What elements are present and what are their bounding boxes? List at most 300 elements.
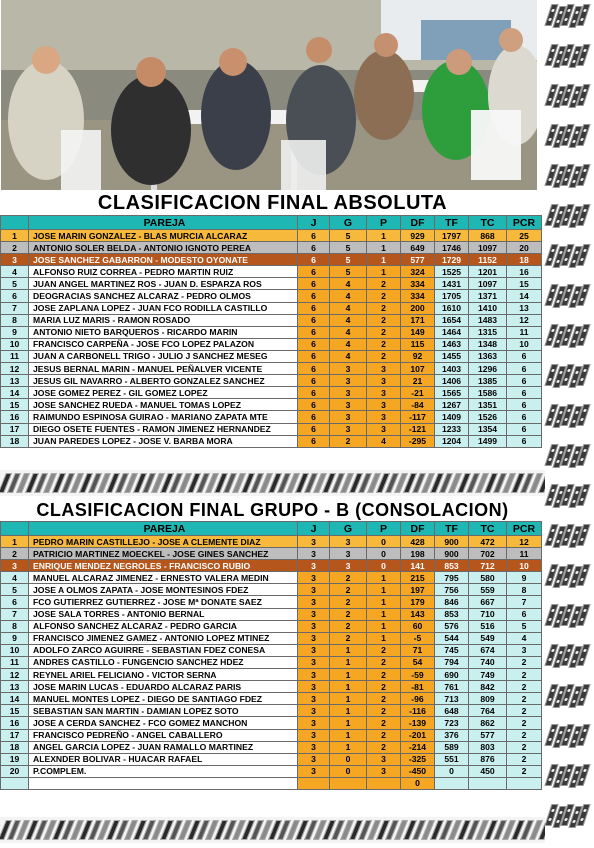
cell-p: 2 (367, 302, 401, 314)
cell-df: 115 (401, 338, 435, 350)
cell-tc: 1201 (469, 266, 507, 278)
domino-side-decoration (545, 0, 594, 848)
table-row (1, 620, 542, 632)
table-header-row (1, 216, 542, 230)
cell-tc: 1363 (469, 350, 507, 362)
cell-df: 143 (401, 608, 435, 620)
cell-pos: 6 (1, 596, 29, 608)
section2-title: CLASIFICACION FINAL GRUPO - B (CONSOLACION) (36, 500, 509, 520)
cell-tf: 1403 (435, 363, 469, 375)
cell-p: 2 (367, 644, 401, 656)
cell-df: 92 (401, 350, 435, 362)
cell-pos: 12 (1, 363, 29, 375)
cell-tc: 1097 (469, 278, 507, 290)
cell-g: 4 (330, 326, 367, 338)
cell-tc: 450 (469, 765, 507, 777)
cell-pos: 2 (1, 242, 29, 254)
cell-j: 6 (298, 375, 330, 387)
cell-tf: 1233 (435, 423, 469, 435)
cell-name: SEBASTIAN SAN MARTIN - DAMIAN LOPEZ SOTO (29, 705, 298, 717)
col-header-pos (1, 216, 29, 230)
cell-df: 215 (401, 572, 435, 584)
table-row (1, 266, 542, 278)
cell-df: 149 (401, 326, 435, 338)
table-row (1, 230, 542, 242)
cell-g: 4 (330, 302, 367, 314)
domino-cluster-icon (548, 684, 590, 710)
cell-pcr: 7 (507, 596, 542, 608)
domino-cluster-icon (548, 804, 590, 830)
cell-g: 5 (330, 266, 367, 278)
cell-tf: 1705 (435, 290, 469, 302)
col-header-tc: TC (469, 216, 507, 230)
cell-name (29, 777, 298, 789)
col-header-pcr: PCR (507, 216, 542, 230)
cell-p: 2 (367, 717, 401, 729)
cell-tc: 1152 (469, 254, 507, 266)
cell-pos: 12 (1, 669, 29, 681)
cell-p: 2 (367, 338, 401, 350)
domino-band-divider (0, 470, 545, 496)
cell-tf: 853 (435, 560, 469, 572)
cell-g: 2 (330, 596, 367, 608)
table-row (1, 777, 542, 789)
cell-pos: 5 (1, 278, 29, 290)
cell-tf: 853 (435, 608, 469, 620)
table-row (1, 632, 542, 644)
cell-p: 3 (367, 399, 401, 411)
cell-pcr: 11 (507, 548, 542, 560)
cell-j: 6 (298, 387, 330, 399)
domino-cluster-icon (548, 404, 590, 430)
cell-tf: 1431 (435, 278, 469, 290)
domino-cluster-icon (548, 124, 590, 150)
cell-tc: 764 (469, 705, 507, 717)
cell-df: -5 (401, 632, 435, 644)
cell-pos: 13 (1, 681, 29, 693)
cell-g: 3 (330, 399, 367, 411)
cell-pcr: 5 (507, 620, 542, 632)
cell-tf: 794 (435, 656, 469, 668)
cell-pcr: 6 (507, 411, 542, 423)
table-row (1, 254, 542, 266)
cell-j: 6 (298, 411, 330, 423)
cell-tc: 1296 (469, 363, 507, 375)
cell-name: P.COMPLEM. (29, 765, 298, 777)
cell-tf: 900 (435, 536, 469, 548)
domino-cluster-icon (548, 444, 590, 470)
table-row (1, 536, 542, 548)
cell-g (330, 777, 367, 789)
cell-df: -325 (401, 753, 435, 765)
table-row (1, 375, 542, 387)
cell-tc: 1586 (469, 387, 507, 399)
cell-j: 3 (298, 765, 330, 777)
cell-pcr: 2 (507, 753, 542, 765)
cell-df: -21 (401, 387, 435, 399)
cell-df: -201 (401, 729, 435, 741)
cell-tf: 761 (435, 681, 469, 693)
domino-cluster-icon (548, 324, 590, 350)
cell-j: 6 (298, 302, 330, 314)
table-row (1, 644, 542, 656)
cell-g: 3 (330, 536, 367, 548)
cell-tc: 1371 (469, 290, 507, 302)
cell-pos: 1 (1, 536, 29, 548)
section1-title: CLASIFICACION FINAL ABSOLUTA (97, 192, 448, 214)
cell-pos: 17 (1, 729, 29, 741)
cell-name: RAIMUNDO ESPINOSA GUIRAO - MARIANO ZAPATA MTE (29, 411, 298, 423)
cell-tc: 1499 (469, 435, 507, 447)
cell-p: 2 (367, 681, 401, 693)
cell-p: 2 (367, 729, 401, 741)
cell-pcr: 14 (507, 290, 542, 302)
cell-pcr: 9 (507, 572, 542, 584)
table-row (1, 765, 542, 777)
cell-name: ANTONIO SOLER BELDA - ANTONIO IGNOTO PEREA (29, 242, 298, 254)
cell-pcr: 11 (507, 326, 542, 338)
cell-j: 3 (298, 560, 330, 572)
cell-pcr: 12 (507, 536, 542, 548)
cell-p: 1 (367, 632, 401, 644)
cell-pos (1, 777, 29, 789)
cell-p: 1 (367, 266, 401, 278)
cell-name: JOSE ZAPLANA LOPEZ - JUAN FCO RODILLA CASTILLO (29, 302, 298, 314)
cell-pcr: 6 (507, 608, 542, 620)
cell-tf: 1464 (435, 326, 469, 338)
cell-tc: 559 (469, 584, 507, 596)
cell-tc: 862 (469, 717, 507, 729)
domino-cluster-icon (548, 484, 590, 510)
domino-cluster-icon (548, 564, 590, 590)
table-row (1, 387, 542, 399)
cell-tf: 576 (435, 620, 469, 632)
col-header-tf: TF (435, 522, 469, 536)
table-row (1, 705, 542, 717)
cell-tc: 1348 (469, 338, 507, 350)
cell-name: FCO GUTIERREZ GUTIERREZ - JOSE Mª DONATE SAEZ (29, 596, 298, 608)
domino-cluster-icon (548, 164, 590, 190)
cell-j: 3 (298, 717, 330, 729)
cell-g: 0 (330, 753, 367, 765)
absolute-ranking-table (0, 215, 542, 448)
table-header-row (1, 522, 542, 536)
cell-df: 200 (401, 302, 435, 314)
cell-tc: 472 (469, 536, 507, 548)
table-row (1, 290, 542, 302)
cell-df: 649 (401, 242, 435, 254)
cell-pos: 8 (1, 314, 29, 326)
cell-g: 4 (330, 314, 367, 326)
table-row (1, 278, 542, 290)
cell-pcr: 6 (507, 399, 542, 411)
cell-g: 3 (330, 375, 367, 387)
cell-tc: 1315 (469, 326, 507, 338)
table-row (1, 560, 542, 572)
cell-pcr: 2 (507, 693, 542, 705)
cell-name: FRANCISCO CARPEÑA - JOSE FCO LOPEZ PALAZON (29, 338, 298, 350)
cell-tc: 1385 (469, 375, 507, 387)
cell-j: 6 (298, 435, 330, 447)
cell-j: 6 (298, 266, 330, 278)
cell-pos: 18 (1, 435, 29, 447)
cell-tf: 1267 (435, 399, 469, 411)
cell-p: 2 (367, 314, 401, 326)
col-header-pcr: PCR (507, 522, 542, 536)
cell-j (298, 777, 330, 789)
cell-df: 141 (401, 560, 435, 572)
domino-cluster-icon (548, 524, 590, 550)
cell-p: 2 (367, 278, 401, 290)
cell-pos: 16 (1, 717, 29, 729)
cell-df: 198 (401, 548, 435, 560)
cell-name: JOSE MARIN LUCAS - EDUARDO ALCARAZ PARIS (29, 681, 298, 693)
cell-j: 3 (298, 705, 330, 717)
cell-pos: 4 (1, 572, 29, 584)
cell-pcr: 18 (507, 254, 542, 266)
cell-name: ALEXNDER BOLIVAR - HUACAR RAFAEL (29, 753, 298, 765)
cell-name: ENRIQUE MENDEZ NEGROLES - FRANCISCO RUBIO (29, 560, 298, 572)
cell-pcr: 12 (507, 314, 542, 326)
cell-pos: 14 (1, 693, 29, 705)
domino-cluster-icon (548, 284, 590, 310)
cell-df: -295 (401, 435, 435, 447)
cell-tf: 690 (435, 669, 469, 681)
cell-pcr: 10 (507, 338, 542, 350)
cell-tf: 1565 (435, 387, 469, 399)
domino-cluster-icon (548, 204, 590, 230)
col-header-g: G (330, 522, 367, 536)
cell-j: 3 (298, 669, 330, 681)
cell-pcr: 2 (507, 717, 542, 729)
cell-pos: 13 (1, 375, 29, 387)
cell-tc: 842 (469, 681, 507, 693)
cell-pcr: 20 (507, 242, 542, 254)
cell-name: JOSE MARIN GONZALEZ - BLAS MURCIA ALCARAZ (29, 230, 298, 242)
cell-pos: 4 (1, 266, 29, 278)
cell-name: JUAN A CARBONELL TRIGO - JULIO J SANCHEZ MESEG (29, 350, 298, 362)
cell-tc: 809 (469, 693, 507, 705)
cell-g: 1 (330, 729, 367, 741)
cell-pcr (507, 777, 542, 789)
cell-pcr: 2 (507, 669, 542, 681)
cell-pcr: 2 (507, 656, 542, 668)
cell-name: ANTONIO NIETO BARQUEROS - RICARDO MARIN (29, 326, 298, 338)
photo-image (1, 0, 537, 190)
cell-j: 6 (298, 326, 330, 338)
cell-pos: 6 (1, 290, 29, 302)
cell-tc (469, 777, 507, 789)
cell-name: REYNEL ARIEL FELICIANO - VICTOR SERNA (29, 669, 298, 681)
cell-tc: 549 (469, 632, 507, 644)
col-header-j: J (298, 216, 330, 230)
table-row (1, 693, 542, 705)
cell-p: 1 (367, 572, 401, 584)
cell-pos: 16 (1, 411, 29, 423)
cell-j: 6 (298, 350, 330, 362)
cell-j: 3 (298, 693, 330, 705)
cell-j: 3 (298, 741, 330, 753)
cell-tf (435, 777, 469, 789)
cell-pos: 10 (1, 338, 29, 350)
table-row (1, 242, 542, 254)
cell-j: 6 (298, 242, 330, 254)
cell-j: 3 (298, 620, 330, 632)
domino-cluster-icon (548, 724, 590, 750)
cell-g: 2 (330, 584, 367, 596)
cell-tf: 723 (435, 717, 469, 729)
cell-name: JUAN ANGEL MARTINEZ ROS - JUAN D. ESPARZA ROS (29, 278, 298, 290)
domino-cluster-icon (548, 44, 590, 70)
cell-g: 3 (330, 411, 367, 423)
cell-name: JOSE A CERDA SANCHEZ - FCO GOMEZ MANCHON (29, 717, 298, 729)
domino-cluster-icon (548, 764, 590, 790)
table-row (1, 717, 542, 729)
cell-pcr: 6 (507, 423, 542, 435)
cell-g: 3 (330, 548, 367, 560)
cell-pos: 3 (1, 560, 29, 572)
cell-g: 1 (330, 644, 367, 656)
cell-tf: 1610 (435, 302, 469, 314)
cell-j: 3 (298, 632, 330, 644)
cell-tc: 580 (469, 572, 507, 584)
cell-tc: 1351 (469, 399, 507, 411)
cell-pos: 9 (1, 632, 29, 644)
col-header-p: P (367, 522, 401, 536)
cell-p: 2 (367, 669, 401, 681)
cell-j: 3 (298, 681, 330, 693)
cell-g: 1 (330, 705, 367, 717)
cell-df: -84 (401, 399, 435, 411)
cell-df: -96 (401, 693, 435, 705)
cell-pcr: 15 (507, 278, 542, 290)
cell-pos: 19 (1, 753, 29, 765)
table-row (1, 338, 542, 350)
cell-p: 4 (367, 435, 401, 447)
table-row (1, 326, 542, 338)
cell-pcr: 16 (507, 266, 542, 278)
cell-g: 3 (330, 387, 367, 399)
cell-tf: 900 (435, 548, 469, 560)
cell-tf: 551 (435, 753, 469, 765)
cell-tf: 1463 (435, 338, 469, 350)
cell-p: 3 (367, 375, 401, 387)
cell-g: 0 (330, 765, 367, 777)
cell-tc: 710 (469, 608, 507, 620)
domino-cluster-icon (548, 4, 590, 30)
tournament-photo (1, 0, 537, 190)
table-row (1, 681, 542, 693)
cell-tf: 1729 (435, 254, 469, 266)
cell-pos: 15 (1, 705, 29, 717)
domino-band-footer (0, 817, 545, 843)
cell-p: 2 (367, 741, 401, 753)
cell-g: 1 (330, 669, 367, 681)
cell-j: 3 (298, 584, 330, 596)
cell-g: 2 (330, 435, 367, 447)
col-header-p: P (367, 216, 401, 230)
cell-tf: 1204 (435, 435, 469, 447)
cell-name: DEOGRACIAS SANCHEZ ALCARAZ - PEDRO OLMOS (29, 290, 298, 302)
col-header-g: G (330, 216, 367, 230)
table-row (1, 729, 542, 741)
cell-df: 428 (401, 536, 435, 548)
cell-p: 2 (367, 656, 401, 668)
cell-name: JOSE SALA TORRES - ANTONIO BERNAL (29, 608, 298, 620)
cell-j: 3 (298, 596, 330, 608)
table-row (1, 350, 542, 362)
cell-tc: 577 (469, 729, 507, 741)
cell-p: 3 (367, 765, 401, 777)
cell-name: FRANCISCO PEDREÑO - ANGEL CABALLERO (29, 729, 298, 741)
cell-tf: 589 (435, 741, 469, 753)
table-row (1, 314, 542, 326)
cell-name: ALFONSO SANCHEZ ALCARAZ - PEDRO GARCIA (29, 620, 298, 632)
cell-name: ALFONSO RUIZ CORREA - PEDRO MARTIN RUIZ (29, 266, 298, 278)
cell-tc: 667 (469, 596, 507, 608)
cell-pos: 5 (1, 584, 29, 596)
domino-cluster-icon (548, 364, 590, 390)
cell-tf: 376 (435, 729, 469, 741)
cell-pcr: 6 (507, 435, 542, 447)
cell-name: DIEGO OSETE FUENTES - RAMON JIMENEZ HERNANDEZ (29, 423, 298, 435)
cell-g: 1 (330, 656, 367, 668)
cell-j: 6 (298, 423, 330, 435)
cell-name: MANUEL MONTES LOPEZ - DIEGO DE SANTIAGO FDEZ (29, 693, 298, 705)
col-header-tc: TC (469, 522, 507, 536)
cell-g: 1 (330, 717, 367, 729)
cell-name: ANDRES CASTILLO - FUNGENCIO SANCHEZ HDEZ (29, 656, 298, 668)
cell-pos: 18 (1, 741, 29, 753)
cell-tc: 803 (469, 741, 507, 753)
cell-name: JOSE SANCHEZ RUEDA - MANUEL TOMAS LOPEZ (29, 399, 298, 411)
cell-p: 1 (367, 584, 401, 596)
table-row (1, 399, 542, 411)
cell-tf: 756 (435, 584, 469, 596)
cell-p: 3 (367, 411, 401, 423)
cell-p: 2 (367, 326, 401, 338)
cell-g: 2 (330, 572, 367, 584)
cell-tf: 1654 (435, 314, 469, 326)
table-row (1, 435, 542, 447)
cell-p: 2 (367, 693, 401, 705)
cell-j: 6 (298, 314, 330, 326)
table-row (1, 302, 542, 314)
cell-pcr: 6 (507, 363, 542, 375)
cell-df: -81 (401, 681, 435, 693)
col-header-df: DF (401, 522, 435, 536)
col-header-j: J (298, 522, 330, 536)
cell-g: 1 (330, 741, 367, 753)
cell-df: 334 (401, 290, 435, 302)
cell-g: 2 (330, 608, 367, 620)
cell-g: 2 (330, 632, 367, 644)
cell-df: -139 (401, 717, 435, 729)
cell-pcr: 3 (507, 644, 542, 656)
cell-pcr: 2 (507, 681, 542, 693)
cell-tf: 1746 (435, 242, 469, 254)
cell-tf: 1406 (435, 375, 469, 387)
cell-p: 0 (367, 548, 401, 560)
cell-j: 3 (298, 536, 330, 548)
cell-pos: 3 (1, 254, 29, 266)
cell-pos: 14 (1, 387, 29, 399)
domino-cluster-icon (548, 84, 590, 110)
cell-df: 107 (401, 363, 435, 375)
cell-name: ADOLFO ZARCO AGUIRRE - SEBASTIAN FDEZ CONESA (29, 644, 298, 656)
cell-j: 3 (298, 729, 330, 741)
domino-cluster-icon (548, 604, 590, 630)
